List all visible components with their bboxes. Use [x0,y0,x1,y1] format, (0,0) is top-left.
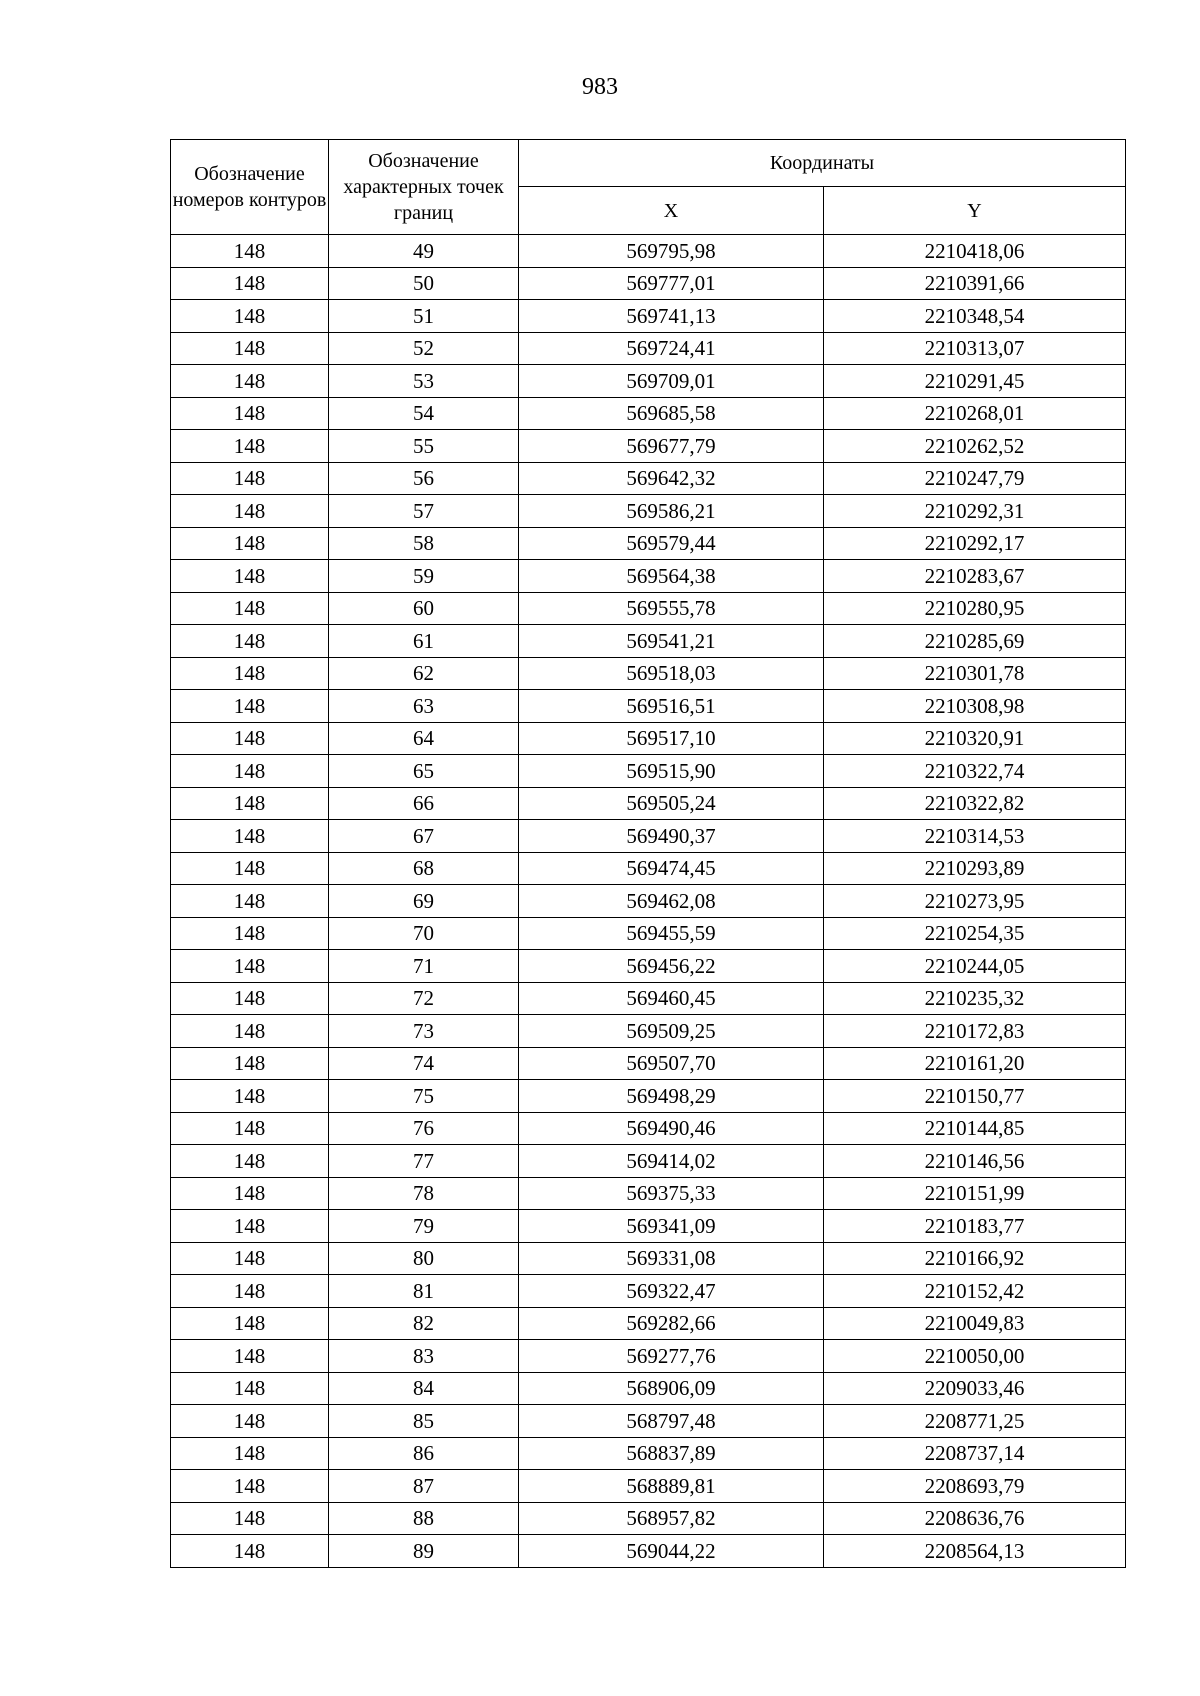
cell-point: 71 [329,950,519,983]
table-row [171,235,1126,268]
cell-point: 79 [329,1210,519,1243]
table-row [171,787,1126,820]
cell-x: 569322,47 [519,1275,824,1308]
cell-contour: 148 [171,527,329,560]
cell-contour: 148 [171,885,329,918]
cell-y: 2210050,00 [824,1340,1126,1373]
cell-x: 569341,09 [519,1210,824,1243]
cell-contour: 148 [171,495,329,528]
table-row [171,1340,1126,1373]
cell-contour: 148 [171,950,329,983]
table-row [171,527,1126,560]
cell-y: 2208693,79 [824,1470,1126,1503]
cell-x: 569331,08 [519,1242,824,1275]
cell-point: 59 [329,560,519,593]
cell-contour: 148 [171,787,329,820]
cell-contour: 148 [171,1470,329,1503]
cell-contour: 148 [171,1535,329,1568]
cell-x: 569541,21 [519,625,824,658]
cell-x: 568957,82 [519,1502,824,1535]
page-number: 983 [582,74,618,100]
table-row [171,917,1126,950]
table-row [171,1015,1126,1048]
cell-x: 569518,03 [519,657,824,690]
cell-point: 85 [329,1405,519,1438]
table-row [171,755,1126,788]
cell-x: 568889,81 [519,1470,824,1503]
header-contour-number: Обозначение номеров контуров [171,140,329,235]
cell-y: 2210150,77 [824,1080,1126,1113]
cell-y: 2210283,67 [824,560,1126,593]
cell-y: 2210418,06 [824,235,1126,268]
table-row [171,1047,1126,1080]
cell-contour: 148 [171,1340,329,1373]
table-row [171,1112,1126,1145]
table-row [171,1405,1126,1438]
table-row [171,1242,1126,1275]
table-row [171,1372,1126,1405]
cell-x: 569282,66 [519,1307,824,1340]
cell-x: 569455,59 [519,917,824,950]
cell-y: 2210049,83 [824,1307,1126,1340]
cell-point: 56 [329,462,519,495]
coordinates-table [170,139,1126,1568]
cell-contour: 148 [171,1502,329,1535]
cell-x: 569555,78 [519,592,824,625]
cell-x: 569277,76 [519,1340,824,1373]
cell-point: 69 [329,885,519,918]
cell-y: 2210292,17 [824,527,1126,560]
cell-y: 2210273,95 [824,885,1126,918]
cell-x: 569515,90 [519,755,824,788]
cell-y: 2208564,13 [824,1535,1126,1568]
cell-x: 569456,22 [519,950,824,983]
cell-y: 2210291,45 [824,365,1126,398]
cell-point: 54 [329,397,519,430]
cell-contour: 148 [171,430,329,463]
cell-x: 569777,01 [519,267,824,300]
cell-x: 568837,89 [519,1437,824,1470]
table-row [171,560,1126,593]
cell-y: 2210247,79 [824,462,1126,495]
cell-y: 2210293,89 [824,852,1126,885]
cell-point: 78 [329,1177,519,1210]
cell-point: 87 [329,1470,519,1503]
cell-y: 2210183,77 [824,1210,1126,1243]
cell-y: 2210152,42 [824,1275,1126,1308]
header-boundary-point: Обозначение характерных точек границ [329,140,519,235]
table-row [171,820,1126,853]
cell-x: 569516,51 [519,690,824,723]
cell-y: 2210254,35 [824,917,1126,950]
cell-point: 49 [329,235,519,268]
cell-contour: 148 [171,1242,329,1275]
table-row [171,397,1126,430]
cell-point: 75 [329,1080,519,1113]
cell-contour: 148 [171,300,329,333]
table-row [171,1535,1126,1568]
cell-contour: 148 [171,560,329,593]
table-row [171,1437,1126,1470]
header-x: X [519,187,824,235]
cell-point: 80 [329,1242,519,1275]
cell-contour: 148 [171,852,329,885]
table-row [171,300,1126,333]
cell-y: 2210144,85 [824,1112,1126,1145]
cell-point: 64 [329,722,519,755]
cell-contour: 148 [171,1112,329,1145]
header-y: Y [824,187,1126,235]
cell-contour: 148 [171,1275,329,1308]
cell-contour: 148 [171,1145,329,1178]
table-body [171,235,1126,1568]
cell-y: 2210161,20 [824,1047,1126,1080]
cell-x: 569490,46 [519,1112,824,1145]
cell-x: 569474,45 [519,852,824,885]
cell-x: 569414,02 [519,1145,824,1178]
table-row [171,657,1126,690]
cell-y: 2209033,46 [824,1372,1126,1405]
table-row [171,1470,1126,1503]
cell-point: 86 [329,1437,519,1470]
cell-contour: 148 [171,722,329,755]
cell-point: 82 [329,1307,519,1340]
cell-x: 569724,41 [519,332,824,365]
cell-point: 83 [329,1340,519,1373]
cell-contour: 148 [171,462,329,495]
cell-contour: 148 [171,332,329,365]
table-row [171,1177,1126,1210]
cell-contour: 148 [171,365,329,398]
cell-x: 569517,10 [519,722,824,755]
cell-point: 52 [329,332,519,365]
cell-x: 569507,70 [519,1047,824,1080]
cell-x: 568797,48 [519,1405,824,1438]
cell-contour: 148 [171,982,329,1015]
cell-point: 68 [329,852,519,885]
cell-x: 569375,33 [519,1177,824,1210]
cell-contour: 148 [171,625,329,658]
cell-point: 73 [329,1015,519,1048]
cell-contour: 148 [171,1177,329,1210]
cell-point: 89 [329,1535,519,1568]
table-row [171,625,1126,658]
cell-contour: 148 [171,755,329,788]
table-row [171,852,1126,885]
cell-contour: 148 [171,1210,329,1243]
cell-point: 62 [329,657,519,690]
cell-x: 569462,08 [519,885,824,918]
cell-x: 569579,44 [519,527,824,560]
cell-point: 77 [329,1145,519,1178]
cell-y: 2210322,82 [824,787,1126,820]
cell-point: 50 [329,267,519,300]
cell-point: 51 [329,300,519,333]
cell-point: 61 [329,625,519,658]
cell-x: 569709,01 [519,365,824,398]
table-row [171,1210,1126,1243]
cell-point: 88 [329,1502,519,1535]
cell-point: 66 [329,787,519,820]
cell-x: 569490,37 [519,820,824,853]
table-row [171,1275,1126,1308]
cell-x: 569564,38 [519,560,824,593]
table-row [171,1080,1126,1113]
cell-y: 2210308,98 [824,690,1126,723]
cell-y: 2210166,92 [824,1242,1126,1275]
cell-contour: 148 [171,235,329,268]
cell-y: 2210313,07 [824,332,1126,365]
cell-contour: 148 [171,592,329,625]
table-row [171,365,1126,398]
cell-y: 2210151,99 [824,1177,1126,1210]
cell-y: 2210244,05 [824,950,1126,983]
table-row [171,267,1126,300]
cell-x: 569505,24 [519,787,824,820]
cell-point: 84 [329,1372,519,1405]
cell-y: 2210292,31 [824,495,1126,528]
cell-x: 569685,58 [519,397,824,430]
cell-point: 81 [329,1275,519,1308]
cell-contour: 148 [171,1372,329,1405]
header-coordinates: Координаты [519,140,1126,187]
cell-y: 2208737,14 [824,1437,1126,1470]
table-row [171,462,1126,495]
cell-contour: 148 [171,1047,329,1080]
cell-y: 2210146,56 [824,1145,1126,1178]
table-row [171,495,1126,528]
cell-point: 74 [329,1047,519,1080]
cell-contour: 148 [171,690,329,723]
cell-contour: 148 [171,1015,329,1048]
cell-contour: 148 [171,657,329,690]
cell-point: 65 [329,755,519,788]
cell-point: 60 [329,592,519,625]
cell-point: 67 [329,820,519,853]
table-row [171,950,1126,983]
table-row [171,332,1126,365]
cell-contour: 148 [171,820,329,853]
cell-x: 569509,25 [519,1015,824,1048]
cell-point: 63 [329,690,519,723]
cell-point: 76 [329,1112,519,1145]
table-row [171,722,1126,755]
cell-contour: 148 [171,267,329,300]
table-row [171,1145,1126,1178]
cell-x: 569642,32 [519,462,824,495]
cell-y: 2210322,74 [824,755,1126,788]
cell-y: 2210235,32 [824,982,1126,1015]
cell-y: 2208636,76 [824,1502,1126,1535]
cell-point: 58 [329,527,519,560]
table-row [171,592,1126,625]
cell-y: 2210314,53 [824,820,1126,853]
cell-y: 2210285,69 [824,625,1126,658]
cell-contour: 148 [171,917,329,950]
table-row [171,1502,1126,1535]
cell-y: 2210301,78 [824,657,1126,690]
cell-y: 2210348,54 [824,300,1126,333]
cell-x: 569795,98 [519,235,824,268]
cell-y: 2210172,83 [824,1015,1126,1048]
cell-y: 2210320,91 [824,722,1126,755]
cell-x: 569586,21 [519,495,824,528]
cell-contour: 148 [171,1080,329,1113]
table-row [171,982,1126,1015]
cell-y: 2210391,66 [824,267,1126,300]
cell-point: 55 [329,430,519,463]
cell-x: 569044,22 [519,1535,824,1568]
cell-contour: 148 [171,1307,329,1340]
table-row [171,430,1126,463]
cell-point: 70 [329,917,519,950]
cell-x: 568906,09 [519,1372,824,1405]
cell-contour: 148 [171,397,329,430]
cell-y: 2210268,01 [824,397,1126,430]
cell-contour: 148 [171,1437,329,1470]
cell-y: 2210262,52 [824,430,1126,463]
table-row [171,885,1126,918]
table-header [171,140,1126,235]
cell-y: 2208771,25 [824,1405,1126,1438]
cell-x: 569677,79 [519,430,824,463]
cell-x: 569498,29 [519,1080,824,1113]
cell-y: 2210280,95 [824,592,1126,625]
cell-contour: 148 [171,1405,329,1438]
table-row [171,1307,1126,1340]
cell-x: 569460,45 [519,982,824,1015]
cell-point: 57 [329,495,519,528]
table-row [171,690,1126,723]
cell-point: 53 [329,365,519,398]
cell-x: 569741,13 [519,300,824,333]
cell-point: 72 [329,982,519,1015]
